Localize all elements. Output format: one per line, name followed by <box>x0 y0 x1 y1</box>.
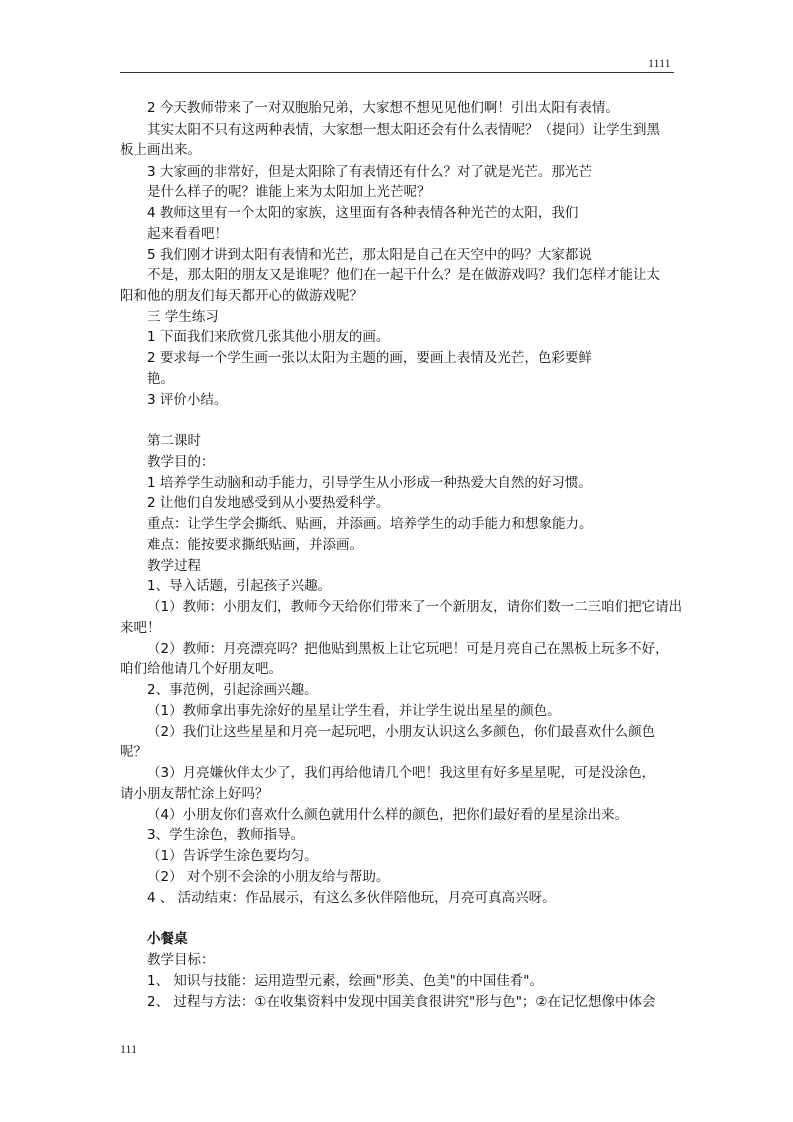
text-line: 1、 知识与技能：运用造型元素，绘画"形美、色美"的中国佳肴"。 <box>147 973 544 989</box>
text-line: 其实太阳不只有这两种表情，大家想一想太阳还会有什么表情呢？（提问）让学生到黑 <box>147 122 660 138</box>
text-line: （3）月亮嫌伙伴太少了，我们再给他请几个吧！我这里有好多星星呢，可是没涂色， <box>147 765 656 781</box>
text-line: 是什么样子的呢？谁能上来为太阳加上光芒呢？ <box>147 184 431 200</box>
text-line: 4 教师这里有一个太阳的家族，这里面有各种表情各种光芒的太阳，我们 <box>147 205 579 221</box>
text-line: 来吧！ <box>120 620 161 636</box>
text-line: 1 下面我们来欣赏几张其他小朋友的画。 <box>147 329 390 345</box>
section-heading: 三 学生练习 <box>147 309 219 325</box>
text-line: 3 大家画的非常好，但是太阳除了有表情还有什么？对了就是光芒。那光芒 <box>147 164 592 180</box>
text-line: 教学目的： <box>147 454 215 470</box>
lesson-title: 小餐桌 <box>147 931 188 947</box>
footer-page-number: 111 <box>120 1042 138 1056</box>
text-line: （4）小朋友你们喜欢什么颜色就用什么样的颜色，把你们最好看的星星涂出来。 <box>147 807 629 823</box>
text-line: 咱们给他请几个好朋友吧。 <box>120 661 282 677</box>
text-line: 1、导入话题，引起孩子兴趣。 <box>147 578 332 594</box>
header-rule <box>120 72 674 73</box>
text-line: 呢？ <box>120 744 147 760</box>
text-line: 阳和他的朋友们每天都开心的做游戏呢？ <box>120 288 363 304</box>
text-line: 艳。 <box>147 371 174 387</box>
text-line: 教学过程 <box>147 558 201 574</box>
text-line: （1）教师拿出事先涂好的星星让学生看，并让学生说出星星的颜色。 <box>147 703 561 719</box>
text-line: （2） 对个别不会涂的小朋友给与帮助。 <box>147 869 390 885</box>
text-line: 2 让他们自发地感受到从小要热爱科学。 <box>147 495 390 511</box>
text-line: 2 要求每一个学生画一张以太阳为主题的画，要画上表情及光芒，色彩要鲜 <box>147 350 592 366</box>
text-line: 2、事范例，引起涂画兴趣。 <box>147 682 318 698</box>
text-line: 起来看看吧！ <box>147 226 228 242</box>
text-line: 难点：能按要求撕纸贴画，并添画。 <box>147 537 363 553</box>
text-line: （1）教师：小朋友们，教师今天给你们带来了一个新朋友，请你们数一二三咱们把它请出 <box>147 599 683 615</box>
text-line: 3 评价小结。 <box>147 392 228 408</box>
text-line: 重点：让学生学会撕纸、贴画，并添画。培养学生的动手能力和想象能力。 <box>147 516 593 532</box>
text-line: 3、学生涂色，教师指导。 <box>147 827 305 843</box>
text-line: 2、 过程与方法：①在收集资料中发现中国美食很讲究"形与色"；②在记忆想像中体会 <box>147 994 656 1010</box>
text-line: （1）告诉学生涂色要均匀。 <box>147 848 318 864</box>
text-line: 不是，那太阳的朋友又是谁呢？他们在一起干什么？是在做游戏吗？我们怎样才能让太 <box>147 267 660 283</box>
header-page-number: 1111 <box>648 56 671 70</box>
text-line: 2 今天教师带来了一对双胞胎兄弟，大家想不想见见他们啊！引出太阳有表情。 <box>147 100 619 116</box>
text-line: 请小朋友帮忙涂上好吗？ <box>120 786 269 802</box>
text-line: 板上画出来。 <box>120 142 201 158</box>
text-line: （2）我们让这些星星和月亮一起玩吧，小朋友认识这么多颜色，你们最喜欢什么颜色 <box>147 724 656 740</box>
text-line: 5 我们刚才讲到太阳有表情和光芒，那太阳是自己在天空中的吗？大家都说 <box>147 247 592 263</box>
section-heading: 第二课时 <box>147 433 201 449</box>
text-line: 教学目标： <box>147 952 215 968</box>
text-line: 1 培养学生动脑和动手能力，引导学生从小形成一种热爱大自然的好习惯。 <box>147 475 592 491</box>
text-line: 4 、 活动结束：作品展示，有这么多伙伴陪他玩，月亮可真高兴呀。 <box>147 890 556 906</box>
text-line: （2）教师：月亮漂亮吗？把他贴到黑板上让它玩吧！可是月亮自己在黑板上玩多不好， <box>147 641 669 657</box>
